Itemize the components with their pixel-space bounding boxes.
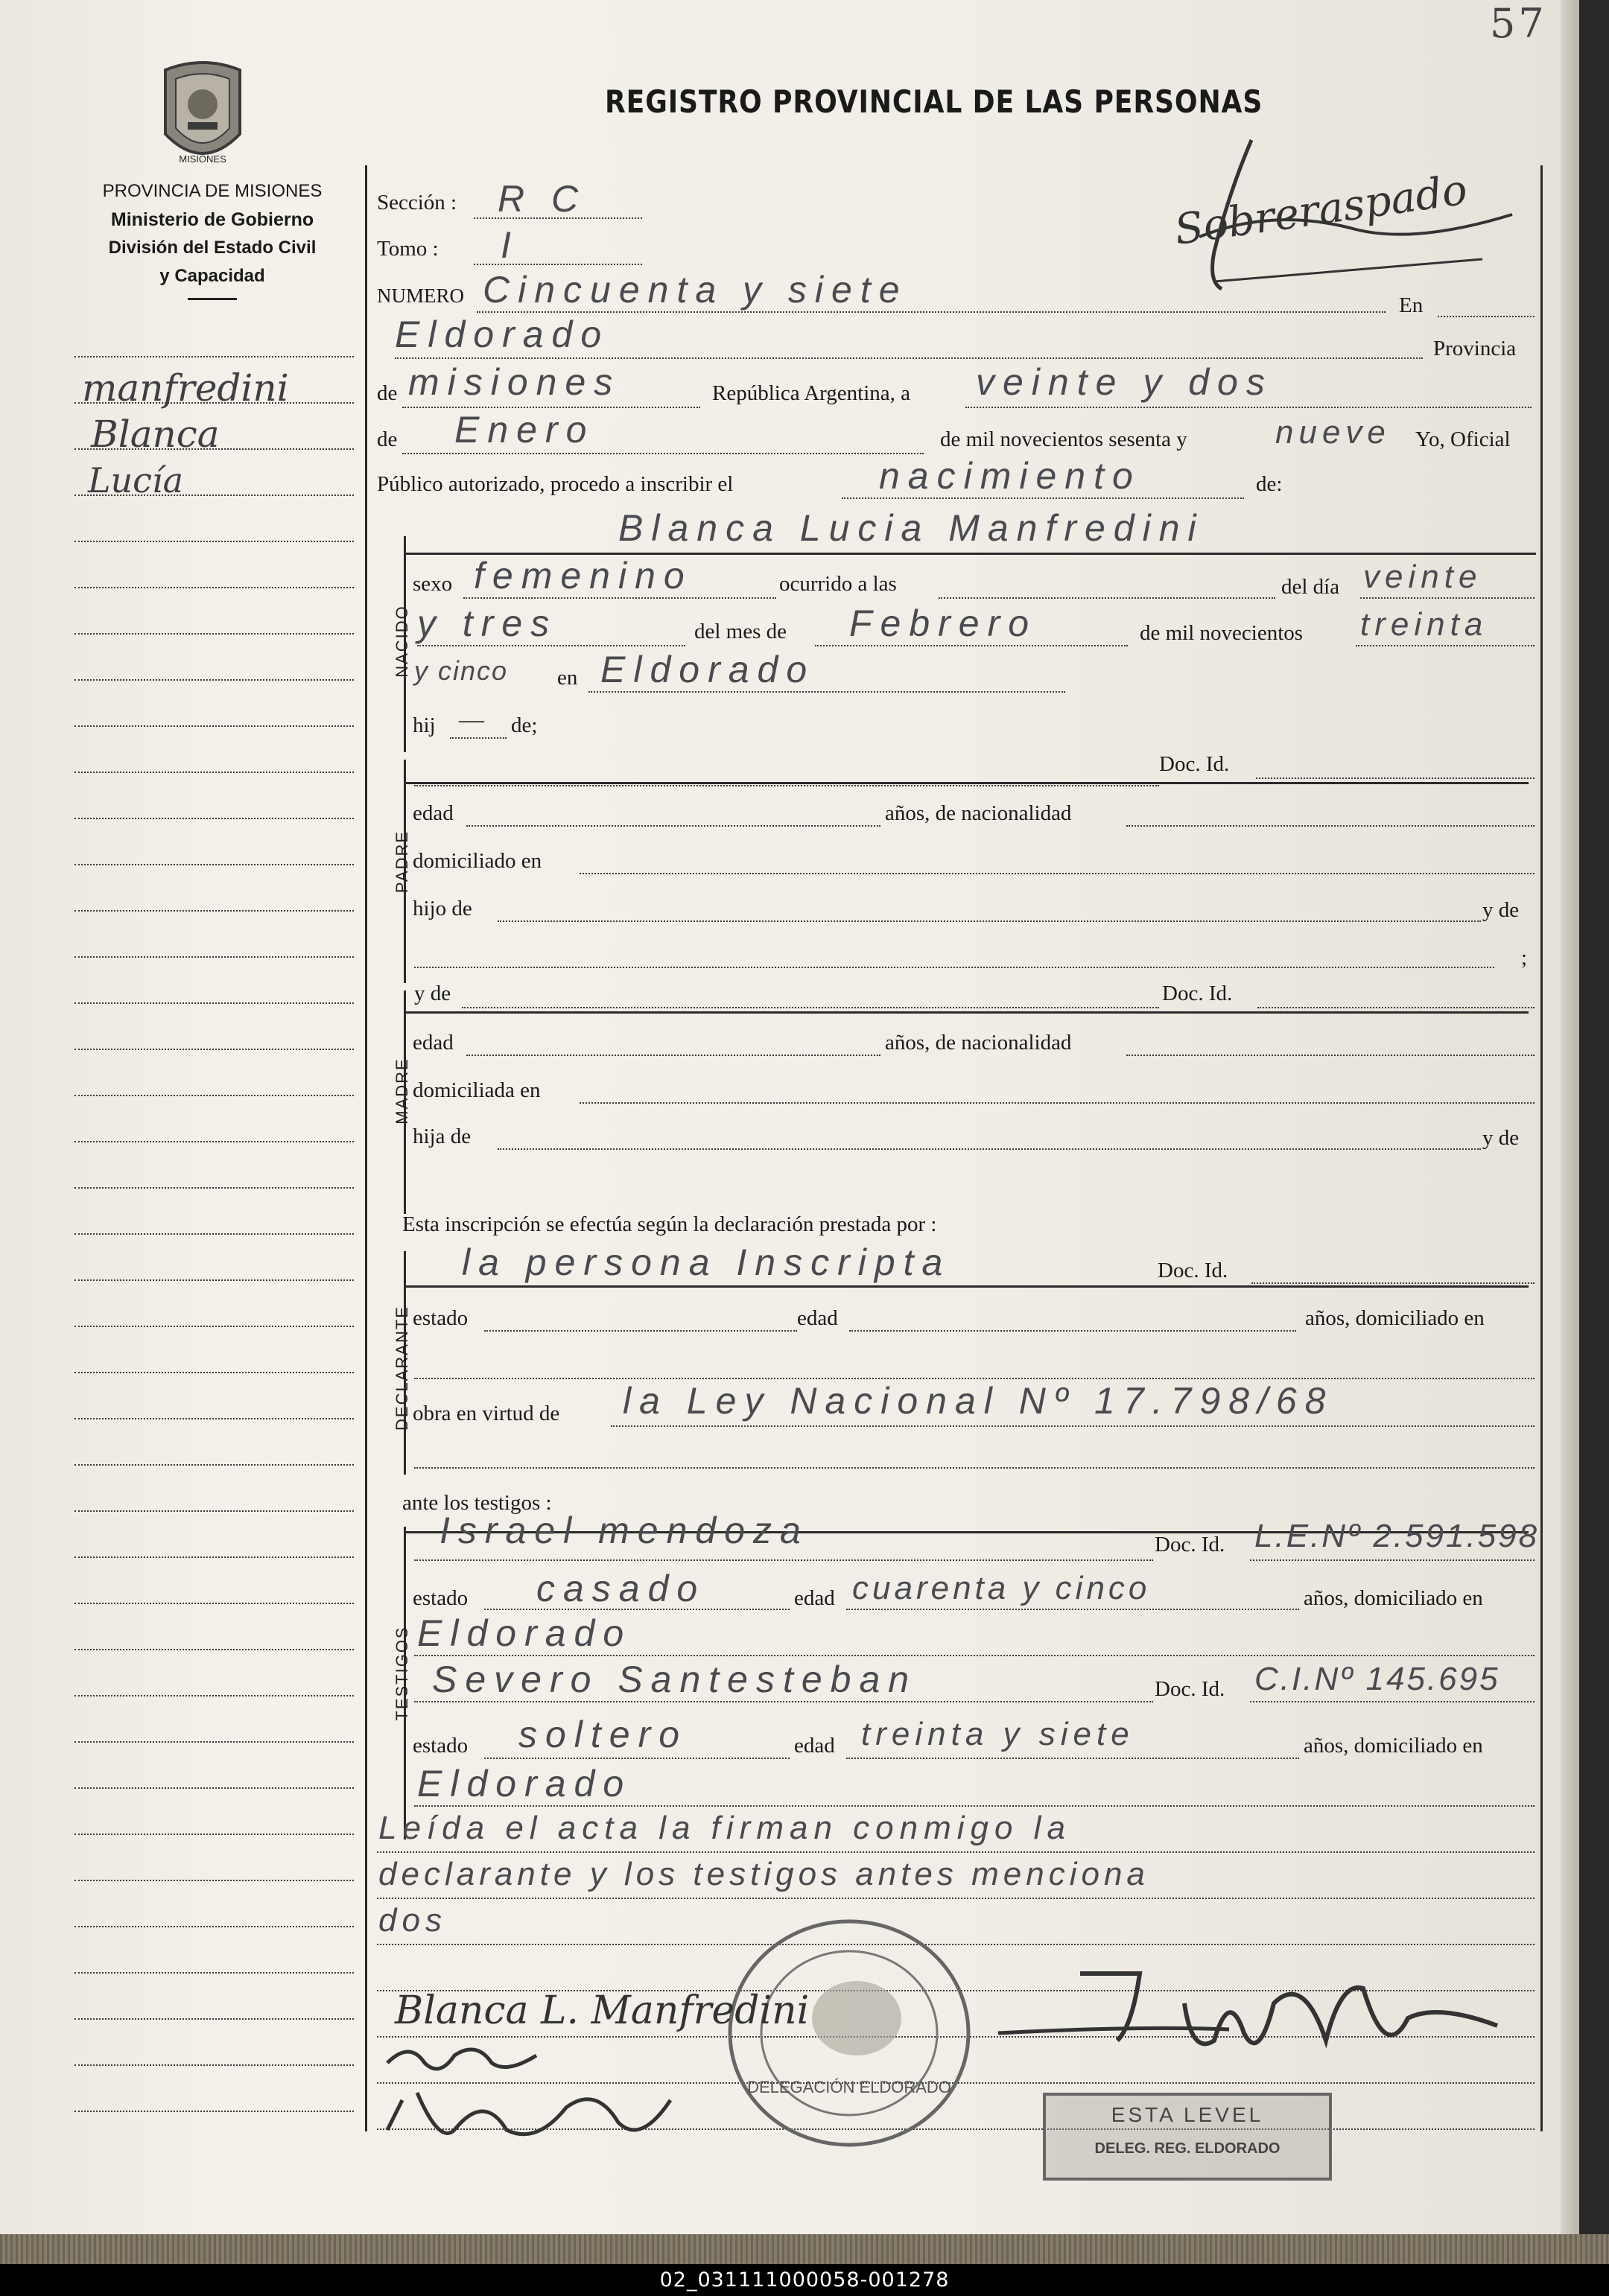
label-hij: hij	[413, 713, 436, 737]
anio-acta-value: nueve	[1275, 414, 1391, 451]
label-doc-id-madre: Doc. Id.	[1162, 982, 1233, 1005]
label-ante: ante los testigos :	[402, 1491, 552, 1515]
label-edad-declarante: edad	[797, 1306, 838, 1330]
label-sexo: sexo	[413, 572, 453, 596]
label-edad-madre: edad	[413, 1031, 454, 1055]
acto-value: nacimiento	[879, 455, 1141, 497]
mes-acta-value: Enero	[454, 409, 595, 451]
dia-acta-value: veinte y dos	[976, 361, 1273, 403]
signature-declarante: Blanca L. Manfredini	[395, 1988, 810, 2033]
rectangular-stamp	[1043, 2093, 1332, 2181]
stamp-line-1: ESTA LEVEL	[1111, 2103, 1264, 2126]
label-yo-oficial: Yo, Oficial	[1415, 427, 1511, 451]
page-number: 57	[1490, 0, 1547, 47]
header-capacity: y Capacidad	[159, 266, 265, 286]
provincia-value: misiones	[408, 361, 621, 403]
header-left	[67, 177, 358, 300]
label-del-mes: del mes de	[694, 620, 787, 643]
label-anos-dom-t1: años, domiciliado en	[1304, 1586, 1483, 1610]
sobre-raspado: Sobreraspado	[1171, 165, 1470, 255]
label-numero: NUMERO	[377, 284, 465, 307]
anio-nac-cont: y cinco	[414, 655, 509, 686]
label-del-dia: del día	[1281, 575, 1340, 599]
label-declaracion: Esta inscripción se efectúa según la declaración prestada por :	[402, 1212, 937, 1236]
testigo1-estado: casado	[536, 1568, 706, 1609]
side-label-madre: MADRE	[393, 1058, 411, 1125]
label-doc-id-t2: Doc. Id.	[1155, 1677, 1225, 1701]
round-seal-text: DELEGACIÓN ELDORADO	[747, 2078, 951, 2096]
label-anos-nac-madre: años, de nacionalidad	[885, 1031, 1072, 1055]
testigo1-domicilio: Eldorado	[417, 1612, 632, 1654]
form-left-border	[365, 165, 367, 2131]
label-en-lower: en	[557, 666, 578, 690]
label-doc-id-t1: Doc. Id.	[1155, 1533, 1225, 1556]
nombre-value: Blanca Lucia Manfredini	[618, 507, 1205, 549]
testigo2-edad: treinta y siete	[861, 1716, 1134, 1752]
label-seccion: Sección :	[377, 191, 457, 214]
round-seal-icon	[715, 1907, 983, 2160]
label-y-de-madre2: y de	[1482, 1126, 1520, 1150]
label-domiciliada-madre: domiciliada en	[413, 1078, 541, 1102]
label-ocurrido: ocurrido a las	[779, 572, 897, 596]
testigo2-doc: C.I.Nº 145.695	[1254, 1661, 1500, 1697]
document-title: REGISTRO PROVINCIAL DE LAS PERSONAS	[605, 83, 1263, 120]
lugar-nac-value: Eldorado	[600, 649, 816, 690]
signature-testigo2-icon	[372, 2078, 685, 2160]
label-de-2: de	[377, 427, 398, 451]
header-province: PROVINCIA DE MISIONES	[102, 181, 323, 201]
cierre-line-3: dos	[378, 1902, 447, 1939]
testigo1-doc: L.E.Nº 2.591.598	[1254, 1518, 1540, 1554]
testigo1-nombre: Israel mendoza	[439, 1510, 809, 1551]
label-obra: obra en virtud de	[413, 1402, 560, 1425]
label-y-de-padre: y de	[1482, 898, 1520, 922]
label-de-1: de	[377, 381, 398, 405]
hij-mark: —	[459, 706, 484, 734]
page-edge	[1561, 0, 1579, 2234]
provincial-crest-icon	[155, 54, 250, 173]
label-provincia: Provincia	[1433, 337, 1517, 360]
label-domiciliado-padre: domiciliado en	[413, 849, 542, 873]
label-publico: Público autorizado, procedo a inscribir el	[377, 472, 734, 496]
label-anos-nac-padre: años, de nacionalidad	[885, 801, 1072, 825]
label-estado-t2: estado	[413, 1734, 469, 1758]
testigo2-nombre: Severo Santesteban	[432, 1659, 918, 1700]
label-tomo: Tomo :	[377, 237, 439, 261]
seccion-value: R C	[498, 178, 587, 220]
ley-value: la Ley Nacional Nº 17.798/68	[623, 1380, 1334, 1422]
image-id-label: 02_031111000058-001278	[659, 2268, 950, 2292]
testigo2-estado: soltero	[518, 1714, 688, 1755]
label-de-semi: de;	[511, 713, 538, 737]
label-de-mil-nov: de mil novecientos	[1140, 621, 1304, 645]
dia-nac-cont: y tres	[417, 602, 558, 644]
label-republica: República Argentina, a	[712, 381, 911, 405]
sexo-value: femenino	[474, 555, 693, 597]
mes-nac-value: Febrero	[849, 602, 1038, 644]
label-estado-declarante: estado	[413, 1306, 469, 1330]
cierre-line-2: declarante y los testigos antes menciona	[378, 1856, 1149, 1892]
label-semicolon: ;	[1521, 946, 1528, 970]
numero-value: Cincuenta y siete	[483, 269, 908, 311]
label-de-colon: de:	[1256, 472, 1283, 496]
label-edad-padre: edad	[413, 801, 454, 825]
crest-caption: MISIONES	[179, 153, 226, 165]
cierre-line-1: Leída el acta la firman conmigo la	[378, 1810, 1071, 1846]
testigo2-domicilio: Eldorado	[417, 1763, 632, 1804]
side-label-nacido: NACIDO	[393, 605, 411, 678]
margin-note-name1: Blanca	[91, 413, 220, 456]
anio-nac-value: treinta	[1360, 606, 1488, 643]
side-label-testigos: TESTIGOS	[393, 1626, 411, 1721]
tomo-value: I	[501, 224, 519, 266]
margin-note-surname: manfredini	[82, 366, 289, 410]
label-hija-de: hija de	[413, 1125, 472, 1148]
signature-official-icon	[991, 1959, 1512, 2085]
label-anos-dom-t2: años, domiciliado en	[1304, 1734, 1483, 1758]
label-en: En	[1399, 293, 1424, 317]
label-edad-t2: edad	[794, 1734, 835, 1758]
label-estado-t1: estado	[413, 1586, 469, 1610]
label-anos-dom-declarante: años, domiciliado en	[1305, 1306, 1485, 1330]
form-right-border	[1540, 165, 1543, 2131]
stamp-line-2: DELEG. REG. ELDORADO	[1094, 2140, 1280, 2157]
label-edad-t1: edad	[794, 1586, 835, 1610]
label-y-de-madre: y de	[414, 982, 451, 1005]
margin-note-name2: Lucía	[88, 460, 184, 500]
dia-nac-value: veinte	[1363, 559, 1482, 595]
testigo1-edad: cuarenta y cinco	[852, 1570, 1151, 1606]
header-ministry: Ministerio de Gobierno	[110, 209, 314, 230]
header-division: División del Estado Civil	[108, 238, 317, 258]
side-label-padre: PADRE	[393, 830, 411, 894]
label-doc-id-padre: Doc. Id.	[1159, 752, 1230, 776]
label-hijo-de: hijo de	[413, 897, 472, 920]
declarante-value: la persona Inscripta	[462, 1241, 951, 1283]
label-doc-id-declarante: Doc. Id.	[1158, 1259, 1228, 1282]
side-label-declarante: DECLARANTE	[393, 1306, 411, 1431]
label-de-mil: de mil novecientos sesenta y	[940, 427, 1187, 451]
localidad-value: Eldorado	[395, 314, 610, 355]
book-binding	[0, 2234, 1609, 2264]
official-signature-icon	[1170, 133, 1527, 326]
